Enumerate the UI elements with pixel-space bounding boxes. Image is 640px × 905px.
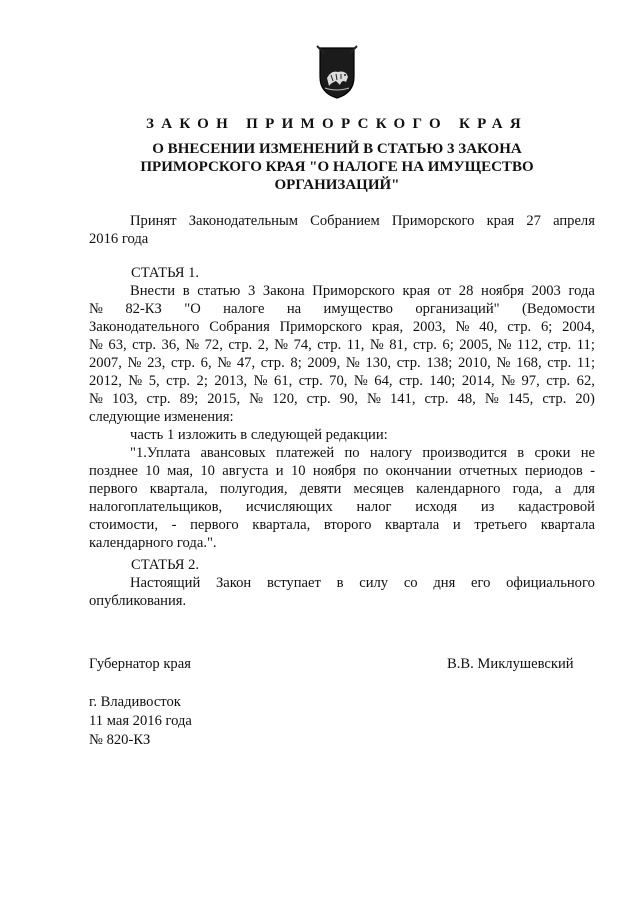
word: месяцев (353, 481, 404, 497)
subject-line: ОРГАНИЗАЦИЙ" (274, 177, 400, 193)
quoted-text-line (89, 516, 595, 534)
word: стр. (546, 373, 571, 389)
word: Собранием (310, 213, 380, 229)
word: № (89, 301, 103, 317)
word: - (590, 463, 595, 479)
word: 168, (516, 355, 542, 371)
word: 23, (147, 355, 166, 371)
word: 140; (429, 373, 456, 389)
word: 2003, (412, 319, 446, 335)
word: 130, (365, 355, 392, 371)
signatory-position: Губернатор края (89, 656, 191, 672)
article-2-body (89, 574, 595, 610)
word: стр. (317, 337, 342, 353)
word: вступает (266, 575, 321, 591)
word: Закона (262, 283, 305, 299)
word: официального (506, 575, 595, 591)
word: имущество (323, 301, 393, 317)
word: № (89, 391, 103, 407)
word: 2012, (89, 373, 122, 389)
word: периодов (524, 463, 583, 479)
word: стр. (398, 373, 423, 389)
subject-line: ПРИМОРСКОГО КРАЯ "О НАЛОГЕ НА ИМУЩЕСТВО (140, 159, 534, 175)
word: 2014, (461, 373, 495, 389)
word: 112, (516, 337, 542, 353)
word: 120, (272, 391, 298, 407)
word: 81, (389, 337, 408, 353)
word: исчисляющих (245, 499, 333, 515)
word: 3 (247, 283, 256, 299)
word: 70, (329, 373, 348, 389)
quoted-text-line (89, 498, 595, 516)
word: и (275, 463, 284, 479)
article-1-heading: СТАТЬЯ 1. (131, 265, 200, 281)
word: не (580, 445, 595, 461)
word: по (344, 445, 360, 461)
word: 5, (148, 373, 160, 389)
footer-law-number: № 820-КЗ (89, 732, 151, 748)
word: № (353, 373, 368, 389)
signatory-name: В.В. Миклушевский (447, 656, 574, 672)
word: "1.Уплата (130, 445, 191, 461)
word: авансовых (200, 445, 266, 461)
word: 11; (576, 355, 595, 371)
word: квартала (384, 517, 440, 533)
word: 97, (521, 373, 540, 389)
word: из (480, 499, 495, 515)
article-2-line: опубликования. (89, 593, 187, 609)
word: 47, (236, 355, 256, 371)
word: стр. (396, 355, 421, 371)
word: стр. (132, 337, 157, 353)
word: 74, (293, 337, 312, 353)
word: для (573, 481, 595, 497)
word: мая, (167, 463, 194, 479)
word: Приморского (391, 213, 475, 229)
word: года (568, 283, 595, 299)
word: 10 (290, 463, 306, 479)
word: налогоплательщиков, (89, 499, 223, 515)
word: стр. (507, 319, 532, 335)
word: силу (359, 575, 389, 591)
word: 2007, (89, 355, 122, 371)
word: № (89, 337, 103, 353)
word: а (554, 481, 562, 497)
law-subject (112, 140, 562, 194)
word: квартала, (149, 481, 208, 497)
adoption-statement (89, 212, 595, 248)
word: 48, (457, 391, 476, 407)
word: налогу (369, 445, 413, 461)
word: № (249, 391, 264, 407)
word: стр. (171, 355, 195, 371)
word: Приморского (312, 283, 395, 299)
word: 72, (204, 337, 223, 353)
quoted-text-line (89, 462, 595, 480)
footer-date: 11 мая 2016 года (89, 713, 192, 729)
word: - (171, 517, 177, 533)
word: стр. (547, 355, 572, 371)
word: 6; (540, 319, 553, 335)
law-title: ЗАКОН ПРИМОРСКОГО КРАЯ (146, 116, 528, 132)
word: статью (197, 283, 241, 299)
word: года, (512, 481, 543, 497)
word: 62, (576, 373, 595, 389)
word: по (363, 463, 379, 479)
word: полугодия, (219, 481, 288, 497)
word: стр. (542, 391, 567, 407)
word: № (484, 391, 499, 407)
word: Внести (130, 283, 176, 299)
word: края, (371, 319, 404, 335)
word: ноября (312, 463, 356, 479)
part-1-instruction: часть 1 изложить в следующей редакции: (130, 427, 388, 443)
document-footer (89, 693, 192, 750)
word: № (128, 373, 143, 389)
word: и (452, 517, 461, 533)
word: 10 (200, 463, 215, 479)
word: второго (323, 517, 372, 533)
word: стр. (166, 373, 191, 389)
adoption-line: 2016 года (89, 231, 149, 247)
word: 2003 (531, 283, 561, 299)
word: № (345, 355, 360, 371)
word: (Ведомости (522, 301, 595, 317)
word: 103, (111, 391, 138, 407)
word: 138; (426, 355, 453, 371)
word: 2010, (457, 355, 491, 371)
word: со (403, 575, 418, 591)
word: первого (190, 517, 239, 533)
adoption-line (89, 212, 595, 230)
word: дня (433, 575, 456, 591)
word: организаций" (415, 301, 500, 317)
word: 28 (458, 283, 474, 299)
word: календарного (416, 481, 501, 497)
word: 89; (179, 391, 199, 407)
word: в (336, 575, 344, 591)
word: отчетных (458, 463, 518, 479)
word: 11, (346, 337, 365, 353)
word: № (253, 373, 268, 389)
word: кадастровой (518, 499, 595, 515)
quoted-text-line (89, 444, 595, 462)
word: 63, (108, 337, 127, 353)
word: от (437, 283, 452, 299)
word: девяти (299, 481, 342, 497)
word: 141, (389, 391, 416, 407)
word: 2, (257, 337, 269, 353)
word: стр. (424, 391, 449, 407)
word: 2009, (307, 355, 341, 371)
word: апреля (553, 213, 595, 229)
word: 2; (196, 373, 208, 389)
word: 27 (526, 213, 541, 229)
quoted-text-line (89, 480, 595, 498)
word: производится (422, 445, 508, 461)
word: 8; (290, 355, 302, 371)
article-2-heading: СТАТЬЯ 2. (131, 557, 200, 573)
word: в (517, 445, 525, 461)
word: августа (222, 463, 269, 479)
word: платежей (275, 445, 335, 461)
word: первого (89, 481, 138, 497)
article-1-line (89, 300, 595, 318)
word: 10 (145, 463, 160, 479)
word: 2015, (207, 391, 241, 407)
word: 20) (575, 391, 595, 407)
word: Закон (216, 575, 252, 591)
quoted-text-line: календарного года.". (89, 535, 217, 551)
word: 2013, (214, 373, 248, 389)
word: 2004, (562, 319, 595, 335)
word: стр. (298, 373, 323, 389)
word: 6, (200, 355, 212, 371)
word: Приморского (279, 319, 363, 335)
word: окончании (385, 463, 452, 479)
article-1-line: следующие изменения: (89, 409, 234, 425)
word: 6; (442, 337, 454, 353)
word: № (217, 355, 232, 371)
word: № (127, 355, 142, 371)
word: 90, (339, 391, 358, 407)
word: третьего (474, 517, 528, 533)
word: № (496, 355, 511, 371)
word: 40, (479, 319, 498, 335)
word: № (501, 373, 516, 389)
word: стр. (547, 337, 572, 353)
article-2-line (89, 574, 595, 592)
word: Собрания (209, 319, 270, 335)
article-1-body (89, 282, 595, 552)
word: налог (356, 499, 392, 515)
word: стр. (412, 337, 437, 353)
word: № (497, 337, 512, 353)
word: ноября (481, 283, 525, 299)
word: квартала, (252, 517, 311, 533)
word: 2005, (459, 337, 493, 353)
word: Законодательного (89, 319, 200, 335)
word: 82-КЗ (125, 301, 162, 317)
article-1-line (89, 282, 595, 300)
article-1-line (89, 390, 595, 408)
word: стр. (306, 391, 331, 407)
word: 145, (507, 391, 534, 407)
word: 64, (374, 373, 393, 389)
footer-city: г. Владивосток (89, 694, 181, 710)
word: его (471, 575, 491, 591)
subject-line: О ВНЕСЕНИИ ИЗМЕНЕНИЙ В СТАТЬЮ 3 ЗАКОНА (152, 141, 522, 157)
word: в (182, 283, 190, 299)
word: края (402, 283, 431, 299)
word: Принят (130, 213, 177, 229)
word: № (369, 337, 384, 353)
word: исходя (415, 499, 458, 515)
article-1-line (89, 354, 595, 372)
word: стр. (228, 337, 253, 353)
article-1-line (89, 318, 595, 336)
word: стоимости, (89, 517, 158, 533)
word: Настоящий (130, 575, 201, 591)
word: № (185, 337, 200, 353)
word: позднее (89, 463, 138, 479)
word: 11; (576, 337, 595, 353)
article-1-line (89, 336, 595, 354)
word: Законодательным (188, 213, 298, 229)
word: стр. (260, 355, 285, 371)
word: № (274, 337, 289, 353)
word: стр. (146, 391, 171, 407)
article-1-line (89, 372, 595, 390)
word: налоге (223, 301, 265, 317)
word: квартала (540, 517, 595, 533)
word: № (366, 391, 381, 407)
word: края (486, 213, 515, 229)
word: сроки (534, 445, 571, 461)
word: 36, (161, 337, 180, 353)
word: 61, (274, 373, 293, 389)
coat-of-arms-tiger-icon (315, 44, 359, 100)
word: № (455, 319, 470, 335)
word: на (286, 301, 302, 317)
word: "О (184, 301, 201, 317)
